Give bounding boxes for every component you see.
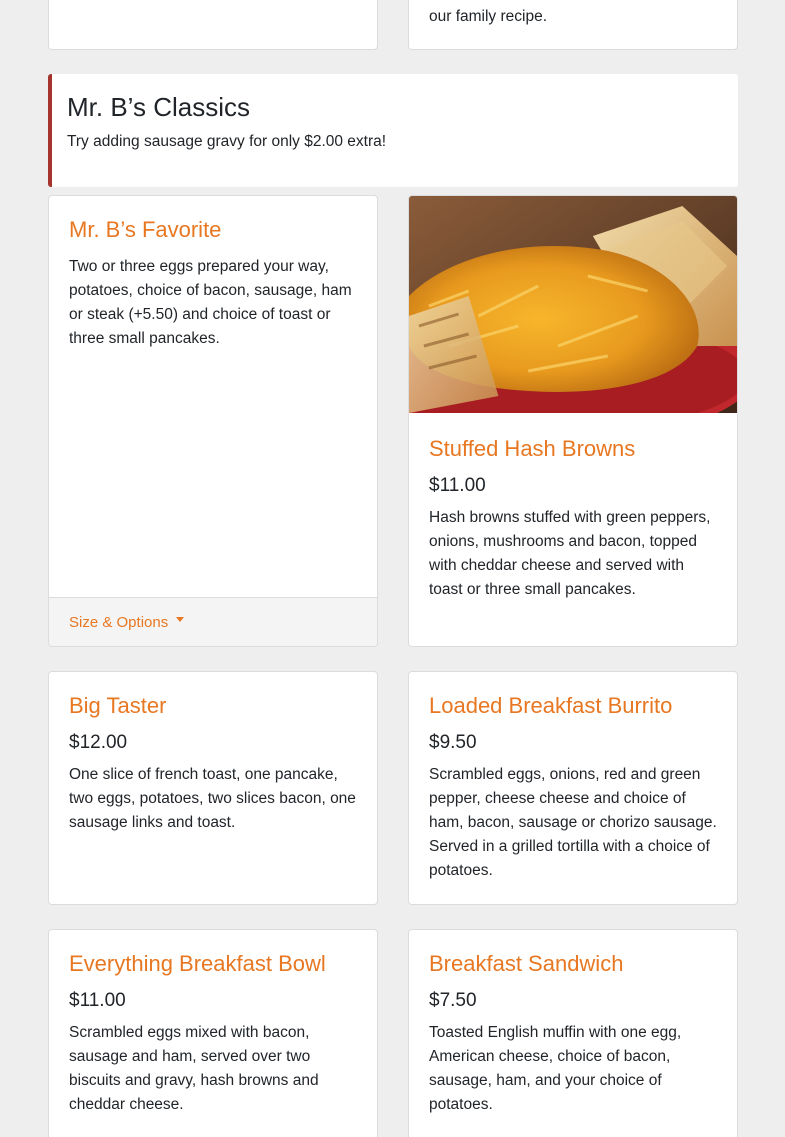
card-price: $12.00 (69, 732, 128, 753)
menu-card-everything-breakfast-bowl[interactable] (48, 929, 378, 1137)
card-price: $7.50 (429, 990, 477, 1011)
card-description: Scrambled eggs mixed with bacon, sausage and ham, served over two biscuits and gravy, hash browns and cheddar cheese. (69, 1024, 319, 1113)
card-description: Scrambled eggs, onions, red and green pepper, cheese cheese and choice of ham, bacon, sausage or chorizo sausage. Served in a grilled tortilla with a choice of potatoes. (429, 766, 717, 879)
card-title[interactable]: Big Taster (69, 693, 167, 718)
card-description: Hash browns stuffed with green peppers, onions, mushrooms and bacon, topped with cheddar cheese and served with toast or three small pancakes. (429, 509, 711, 598)
card-title[interactable]: Everything Breakfast Bowl (69, 951, 326, 976)
card-title[interactable]: Stuffed Hash Browns (429, 436, 636, 461)
section-header (48, 74, 738, 187)
menu-card-mr-bs-favorite[interactable] (48, 195, 378, 647)
card-description: Two or three eggs prepared your way, potatoes, choice of bacon, sausage, ham or steak (+5.50) and choice of toast or three small pancakes. (69, 258, 352, 347)
menu-card-big-taster[interactable] (48, 671, 378, 905)
hash-browns-photo (409, 196, 737, 413)
size-options-dropdown[interactable] (69, 614, 184, 631)
card-description: One slice of french toast, one pancake, two eggs, potatoes, two slices bacon, one sausage links and toast. (69, 766, 356, 831)
menu-card-loaded-breakfast-burrito[interactable] (408, 671, 738, 905)
card-price: $11.00 (429, 475, 486, 496)
section-note: Try adding sausage gravy for only $2.00 extra! (67, 133, 387, 150)
card-price: $9.50 (429, 732, 477, 753)
card-footer (49, 597, 377, 646)
menu-card-partial-left (48, 0, 378, 50)
size-options-label: Size & Options (69, 613, 169, 631)
section-title: Mr. B’s Classics (67, 92, 250, 122)
menu-card-breakfast-sandwich[interactable] (408, 929, 738, 1137)
card-title[interactable]: Loaded Breakfast Burrito (429, 693, 673, 718)
card-title[interactable]: Mr. B’s Favorite (69, 217, 222, 242)
card-description: Toasted English muffin with one egg, American cheese, choice of bacon, sausage, ham, and your choice of potatoes. (429, 1024, 682, 1113)
card-description: our family recipe. (429, 8, 548, 25)
card-title[interactable]: Breakfast Sandwich (429, 951, 624, 976)
caret-down-icon (176, 617, 184, 622)
menu-card-stuffed-hash-browns[interactable] (408, 195, 738, 647)
menu-card-partial-right (408, 0, 738, 50)
card-price: $11.00 (69, 990, 126, 1011)
